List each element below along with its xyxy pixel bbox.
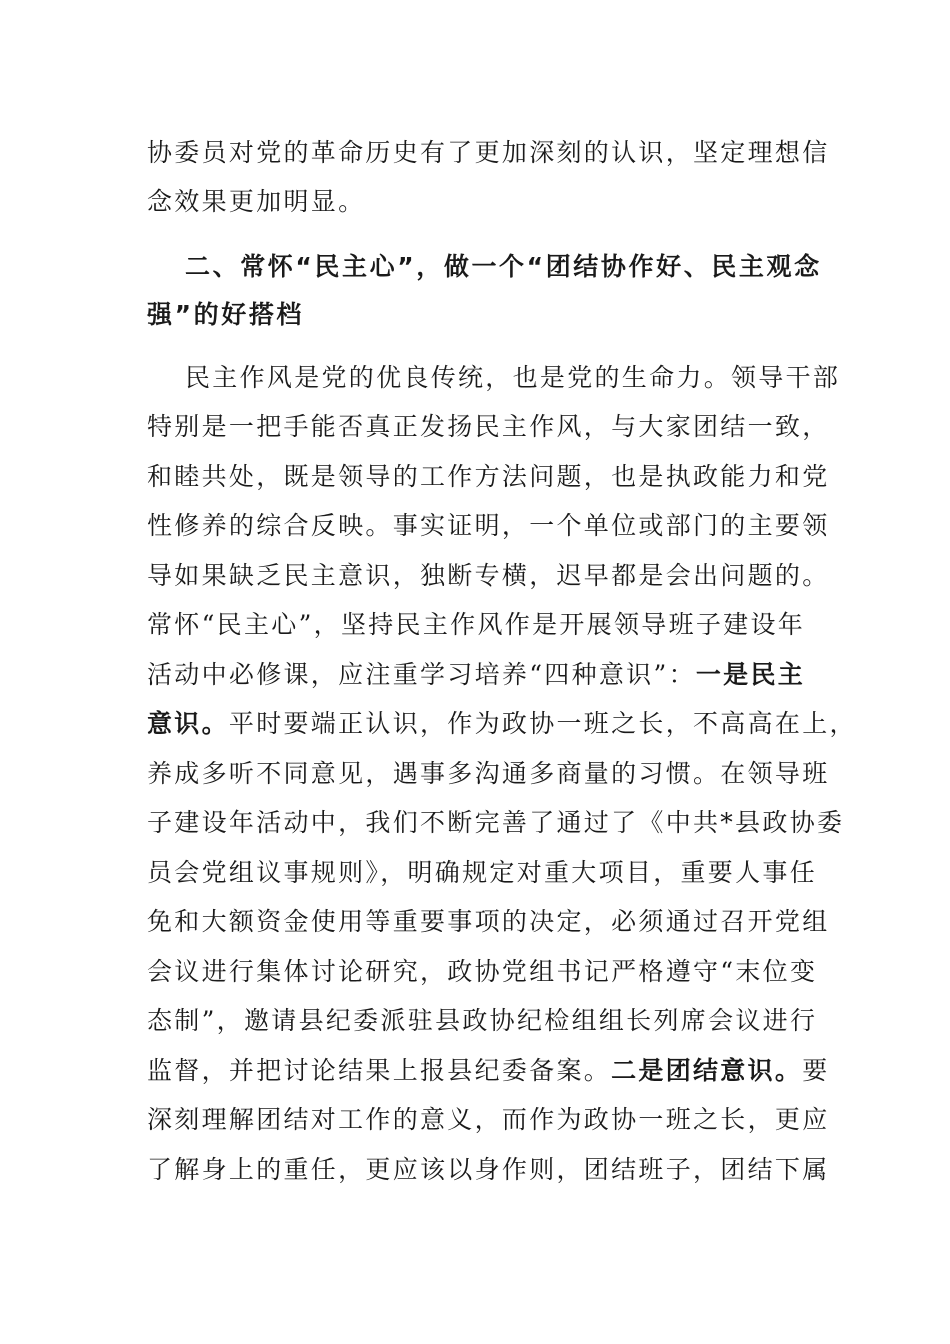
section-heading: 二、常怀“民主心”，做一个“团结协作好、民主观念: [185, 252, 822, 281]
paragraph-line: 民主作风是党的优良传统，也是党的生命力。领导干部: [185, 363, 841, 392]
paragraph-line: 态制”，邀请县纪委派驻县政协纪检组组长列席会议进行: [147, 1006, 818, 1035]
paragraph-line: 导如果缺乏民主意识，独断专横，迟早都是会出问题的。: [147, 561, 830, 590]
paragraph-line: 员会党组议事规则》，明确规定对重大项目，重要人事任: [147, 858, 818, 887]
text-run: 监督，并把讨论结果上报县纪委备案。: [147, 1056, 612, 1085]
paragraph-line: [147, 658, 827, 692]
paragraph-line: 和睦共处，既是领导的工作方法问题，也是执政能力和党: [147, 462, 830, 491]
paragraph-line: 性修养的综合反映。事实证明，一个单位或部门的主要领: [147, 511, 830, 540]
text-run: 要: [802, 1056, 830, 1085]
bold-phrase: 二是团结意识。: [611, 1056, 803, 1085]
paragraph-line: [147, 1054, 830, 1088]
section-heading-cont: 强”的好搭档: [147, 300, 305, 329]
bold-phrase: 一是民主: [695, 660, 806, 689]
text-line: 协委员对党的革命历史有了更加深刻的认识，坚定理想信: [147, 138, 830, 167]
paragraph-line: 子建设年活动中，我们不断完善了通过了《中共*县政协委: [147, 808, 845, 837]
paragraph-line: 免和大额资金使用等重要事项的决定，必须通过召开党组: [147, 907, 830, 936]
paragraph-line: 会议进行集体讨论研究，政协党组书记严格遵守“末位变: [147, 957, 818, 986]
text-run: 活动中必修课，应注重学习培养“四种意识”：: [147, 660, 696, 689]
text-line: 念效果更加明显。: [147, 187, 366, 216]
bold-phrase: 意识。: [147, 709, 229, 738]
paragraph-line: 了解身上的重任，更应该以身作则，团结班子，团结下属: [147, 1155, 830, 1184]
paragraph-line: [147, 707, 857, 741]
text-run: 平时要端正认识，作为政协一班之长，不高高在上，: [228, 709, 857, 738]
paragraph-line: 深刻理解团结对工作的意义，而作为政协一班之长，更应: [147, 1105, 830, 1134]
paragraph-line: 养成多听不同意见，遇事多沟通多商量的习惯。在领导班: [147, 759, 830, 788]
paragraph-line: 常怀“民主心”，坚持民主作风作是开展领导班子建设年: [147, 610, 806, 639]
paragraph-line: 特别是一把手能否真正发扬民主作风，与大家团结一致，: [147, 412, 830, 441]
